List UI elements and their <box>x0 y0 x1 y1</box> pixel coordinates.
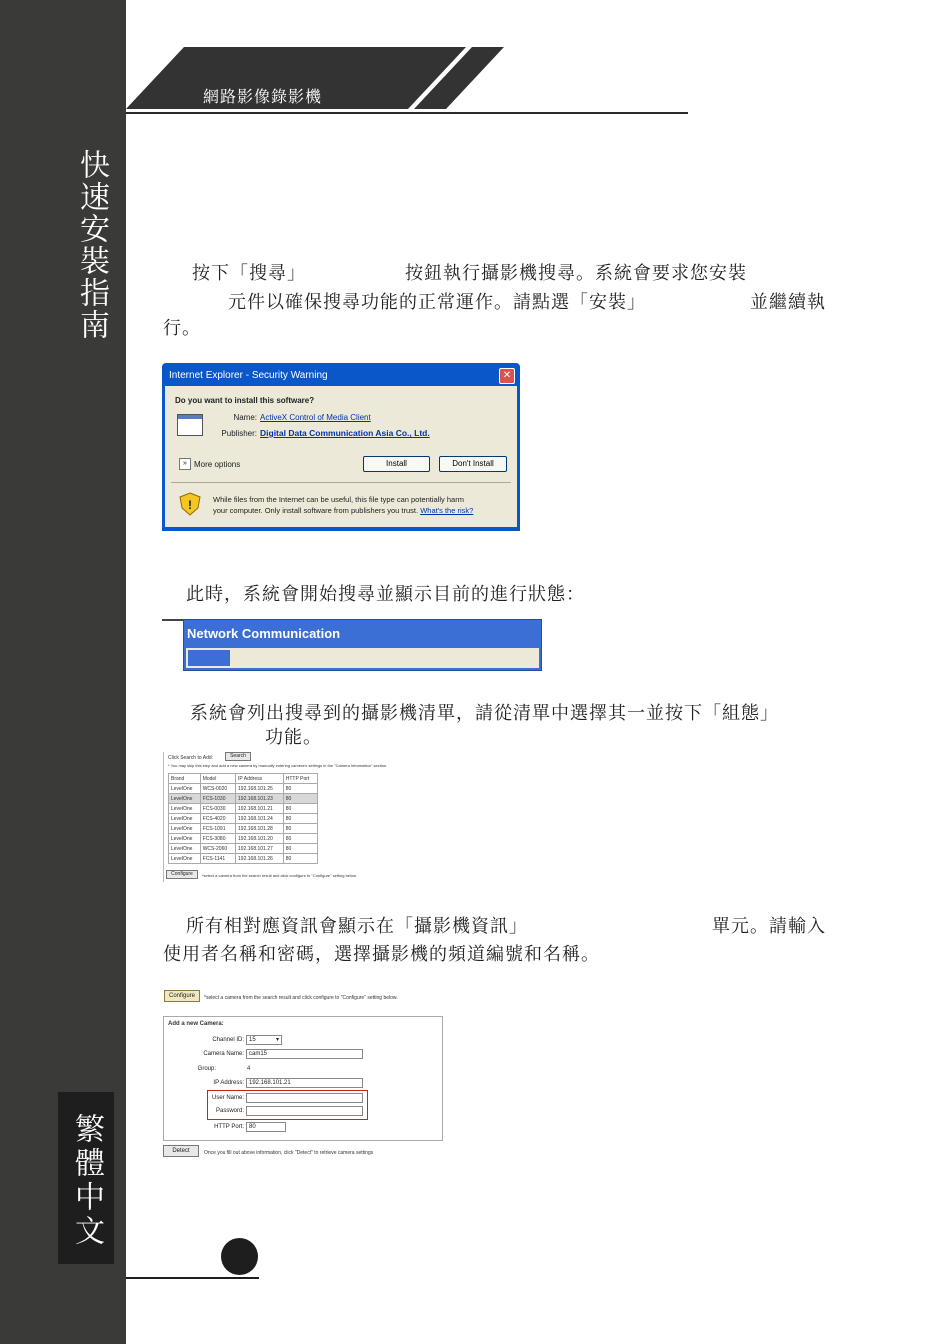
paragraph-4-line-1b: 單元。請輸入 <box>712 916 826 937</box>
page-number-badge <box>221 1238 258 1275</box>
risk-link[interactable]: What's the risk? <box>420 506 474 515</box>
divider <box>171 482 511 483</box>
table-cell: 80 <box>283 784 317 794</box>
table-cell: 80 <box>283 824 317 834</box>
table-cell: 80 <box>283 834 317 844</box>
table-row[interactable] <box>169 804 318 814</box>
table-cell: 192.168.101.20 <box>236 834 284 844</box>
name-value-link[interactable]: ActiveX Control of Media Client <box>260 413 371 422</box>
table-cell: LevelOne <box>169 844 201 854</box>
table-row[interactable] <box>169 814 318 824</box>
sidebar <box>0 0 126 1344</box>
table-cell: 80 <box>283 844 317 854</box>
language-label: 繁體中文 <box>58 1092 114 1264</box>
group-value: 4 <box>247 1066 251 1072</box>
progress-fill <box>188 650 230 666</box>
column-header: Model <box>200 774 235 784</box>
footer-rule <box>126 1277 259 1279</box>
table-cell: LevelOne <box>169 824 201 834</box>
warning-text-1: While files from the Internet can be useful, this file type can potentially harm <box>213 495 464 504</box>
screenshot-edge <box>163 752 164 882</box>
form-configure-button[interactable]: Configure <box>164 990 200 1002</box>
search-button[interactable]: Search <box>225 752 251 761</box>
table-cell: 192.168.101.26 <box>236 854 284 864</box>
channel-value: 15 <box>249 1037 256 1043</box>
paragraph-3-line-2: 功能。 <box>265 727 322 748</box>
user-name-label: User Name: <box>211 1095 244 1101</box>
camera-name-input[interactable]: cam15 <box>246 1049 363 1059</box>
publisher-label: Publisher: <box>221 429 257 438</box>
table-cell: LevelOne <box>169 854 201 864</box>
security-warning-dialog <box>162 363 520 531</box>
configure-button[interactable]: Configure <box>166 870 198 879</box>
paragraph-3-line-1: 系統會列出搜尋到的攝影機清單，請從清單中選擇其一並按下「組態」 <box>190 703 779 724</box>
configure-note: *select a camera from the search result and click configure to "Configure" setting below. <box>202 873 357 878</box>
crop-line <box>162 619 184 621</box>
header-title: 網路影像錄影機 <box>203 87 323 106</box>
table-cell: FCS-3080 <box>200 834 235 844</box>
dont-install-button[interactable]: Don't Install <box>439 456 507 472</box>
table-cell: FCS-4020 <box>200 814 235 824</box>
progress-title: Network Communication <box>187 626 341 641</box>
header-rule <box>126 112 688 114</box>
search-note: * You may skip this step and add a new camera by manually entering camera's settings in the "Camera Information" section. <box>168 763 388 768</box>
channel-select[interactable] <box>246 1035 282 1045</box>
user-name-input[interactable] <box>246 1093 363 1103</box>
table-cell: WCS-2060 <box>200 844 235 854</box>
shield-warning-icon <box>179 492 201 516</box>
dialog-question: Do you want to install this software? <box>175 396 315 405</box>
paragraph-4-line-2: 使用者名稱和密碼，選擇攝影機的頻道編號和名稱。 <box>163 944 600 965</box>
table-cell: FCS-1091 <box>200 824 235 834</box>
install-button[interactable]: Install <box>363 456 430 472</box>
table-cell: LevelOne <box>169 814 201 824</box>
table-cell: 192.168.101.23 <box>236 794 284 804</box>
chevron-down-icon[interactable]: » <box>179 458 191 470</box>
paragraph-1-line-3: 行。 <box>163 318 201 339</box>
name-label: Name: <box>233 413 257 422</box>
dialog-titlebar <box>165 366 517 386</box>
http-port-input[interactable]: 80 <box>246 1122 286 1132</box>
ip-address-input[interactable]: 192.168.101.21 <box>246 1078 363 1088</box>
dialog-title: Internet Explorer - Security Warning <box>169 370 328 381</box>
table-cell: LevelOne <box>169 784 201 794</box>
table-cell: 192.168.101.28 <box>236 824 284 834</box>
add-camera-title: Add a new Camera: <box>168 1021 224 1027</box>
table-row[interactable] <box>169 854 318 864</box>
table-row[interactable] <box>169 824 318 834</box>
sidebar-title: 快速安裝指南 <box>74 149 109 341</box>
http-port-label: HTTP Port: <box>214 1124 244 1130</box>
paragraph-1-line-2b: 並繼續執 <box>750 292 826 313</box>
table-cell: LevelOne <box>169 804 201 814</box>
paragraph-1-line-2a: 元件以確保搜尋功能的正常運作。請點選「安裝」 <box>228 292 646 313</box>
close-icon[interactable]: ✕ <box>499 368 515 384</box>
ip-address-label: IP Address: <box>213 1080 244 1086</box>
warning-text-2: your computer. Only install software from publishers you trust. <box>213 506 419 515</box>
detect-button[interactable]: Detect <box>163 1145 199 1157</box>
svg-text:!: ! <box>188 498 192 512</box>
table-header-row <box>169 774 318 784</box>
table-row-selected[interactable] <box>169 794 318 804</box>
form-configure-note: *select a camera from the search result and click configure to "Configure" setting below. <box>204 995 398 1001</box>
password-label: Password: <box>215 1108 244 1114</box>
camera-search-table <box>168 773 318 864</box>
table-row[interactable] <box>169 834 318 844</box>
dialog-body <box>165 386 517 527</box>
camera-name-label: Camera Name: <box>203 1051 244 1057</box>
table-cell: 192.168.101.21 <box>236 804 284 814</box>
paragraph-4-line-1a: 所有相對應資訊會顯示在「攝影機資訊」 <box>186 916 528 937</box>
table-cell: FCS-0030 <box>200 804 235 814</box>
table-cell: LevelOne <box>169 834 201 844</box>
table-cell: WCS-0020 <box>200 784 235 794</box>
paragraph-2: 此時，系統會開始搜尋並顯示目前的進行狀態： <box>186 584 585 605</box>
table-cell: 192.168.101.24 <box>236 814 284 824</box>
search-click-label: Click Search to Add: <box>168 755 214 761</box>
detect-note: Once you fill out above information, click "Detect" to retrieve camera settings <box>204 1150 374 1156</box>
table-cell: FCS-1141 <box>200 854 235 864</box>
table-cell: 192.168.101.25 <box>236 784 284 794</box>
publisher-value-link[interactable]: Digital Data Communication Asia Co., Ltd. <box>260 428 430 438</box>
table-row[interactable] <box>169 844 318 854</box>
column-header: HTTP Port <box>283 774 317 784</box>
more-options-label[interactable]: More options <box>194 460 241 469</box>
table-cell: LevelOne <box>169 794 201 804</box>
table-row[interactable] <box>169 784 318 794</box>
table-cell: FCS-1030 <box>200 794 235 804</box>
table-cell: 80 <box>283 854 317 864</box>
paragraph-1-line-1b: 按鈕執行攝影機搜尋。系統會要求您安裝 <box>405 263 747 284</box>
channel-label: Channel ID: <box>212 1037 244 1043</box>
chevron-down-icon: ▾ <box>275 1037 279 1043</box>
group-label: Group: <box>197 1066 216 1072</box>
warning-text-2-wrap <box>213 506 473 515</box>
software-icon <box>177 414 203 436</box>
progress-track <box>186 648 539 668</box>
table-cell: 192.168.101.27 <box>236 844 284 854</box>
paragraph-1-line-1a: 按下「搜尋」 <box>192 263 306 284</box>
column-header: IP Address <box>236 774 284 784</box>
network-communication-dialog <box>183 619 542 671</box>
table-cell: 80 <box>283 804 317 814</box>
password-input[interactable] <box>246 1106 363 1116</box>
table-cell: 80 <box>283 814 317 824</box>
column-header: Brand <box>169 774 201 784</box>
table-cell: 80 <box>283 794 317 804</box>
